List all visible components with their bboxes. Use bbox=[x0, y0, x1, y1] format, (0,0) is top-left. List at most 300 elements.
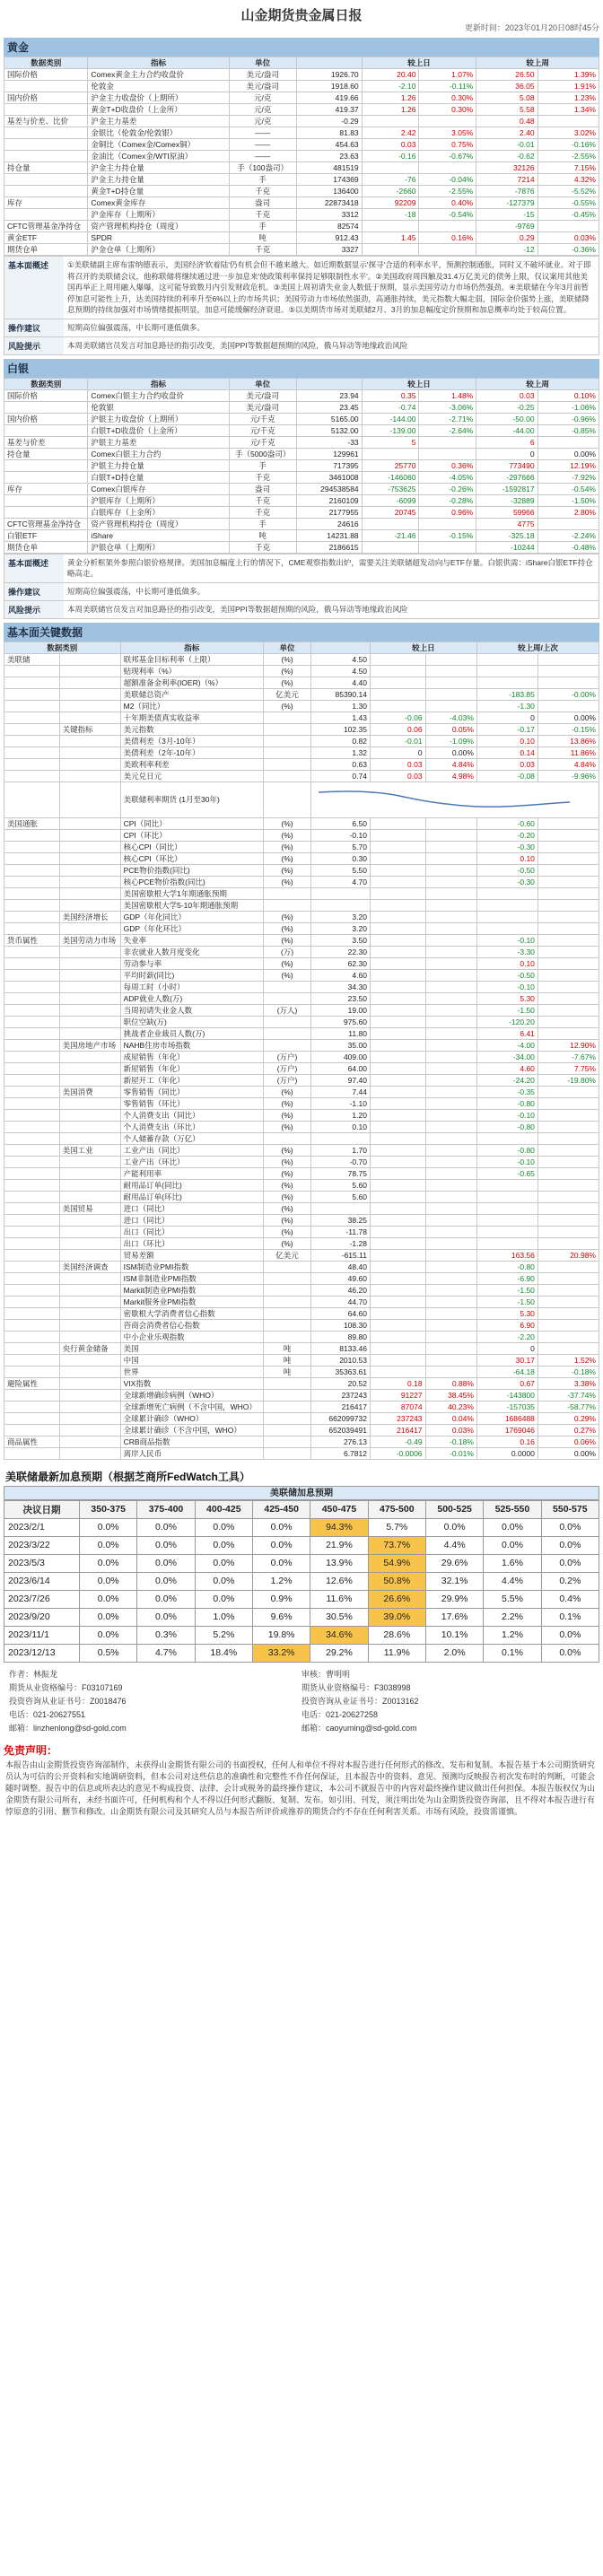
row-indicator: 十年期美债真实收益率 bbox=[120, 712, 263, 723]
row-week-change: 5.30 bbox=[476, 992, 537, 1004]
col-vs-prev-week: 较上周 bbox=[476, 378, 599, 389]
table-row bbox=[4, 1307, 599, 1319]
row-day-change-pct bbox=[425, 1097, 476, 1109]
probability-cell: 4.7% bbox=[137, 1644, 195, 1662]
row-unit: (%) bbox=[263, 1202, 310, 1214]
row-week-change: -0.30 bbox=[476, 876, 537, 887]
row-week-change: -1.30 bbox=[476, 700, 537, 712]
row-week-change: 4775 bbox=[476, 518, 537, 529]
row-week-change-pct bbox=[537, 1027, 599, 1039]
row-category: 持仓量 bbox=[4, 162, 88, 174]
col-vs-prev-week: 较上周 bbox=[476, 57, 599, 69]
row-week-change: -157035 bbox=[476, 1401, 537, 1412]
probability-cell: 50.8% bbox=[368, 1572, 425, 1590]
row-week-change-pct: -0.15% bbox=[537, 723, 599, 735]
row-week-change-pct bbox=[537, 841, 599, 852]
row-week-change: -0.60 bbox=[476, 817, 537, 829]
row-subcategory bbox=[59, 1237, 120, 1249]
row-week-change: 0.67 bbox=[476, 1377, 537, 1389]
row-category bbox=[4, 1307, 60, 1319]
col-rate-range: 450-475 bbox=[310, 1500, 368, 1518]
row-value: 912.43 bbox=[296, 232, 362, 244]
row-unit: (%) bbox=[263, 1121, 310, 1132]
row-week-change bbox=[476, 1237, 537, 1249]
table-row bbox=[4, 911, 599, 922]
row-value: 89.80 bbox=[311, 1331, 371, 1342]
table-row bbox=[4, 1202, 599, 1214]
row-subcategory bbox=[59, 1389, 120, 1401]
row-value bbox=[311, 899, 371, 911]
row-week-change: -12 bbox=[476, 244, 537, 256]
row-week-change-pct bbox=[537, 1179, 599, 1191]
row-category: 期货仓单 bbox=[4, 244, 88, 256]
row-value: 174369 bbox=[296, 174, 362, 186]
row-category bbox=[4, 1424, 60, 1436]
row-category bbox=[4, 81, 88, 92]
row-indicator: 美债利差（2年-10年） bbox=[120, 747, 263, 758]
row-category bbox=[4, 494, 88, 506]
row-subcategory bbox=[59, 1132, 120, 1144]
table-row bbox=[4, 747, 599, 758]
row-unit: 盎司 bbox=[229, 483, 296, 494]
row-subcategory bbox=[59, 1401, 120, 1412]
table-row bbox=[4, 471, 599, 483]
probability-cell: 12.6% bbox=[310, 1572, 368, 1590]
silver-table bbox=[4, 378, 599, 554]
row-category: 商品属性 bbox=[4, 1436, 60, 1447]
row-day-change-pct bbox=[425, 899, 476, 911]
probability-cell: 11.9% bbox=[368, 1644, 425, 1662]
probability-cell: 4.4% bbox=[425, 1536, 483, 1554]
macro-table-header bbox=[4, 642, 599, 653]
author-line: 期货从业资格编号：F03107169 bbox=[9, 1682, 123, 1692]
row-value: 5.60 bbox=[311, 1179, 371, 1191]
row-week-change-pct bbox=[537, 665, 599, 677]
row-indicator: NAHB住房市场指数 bbox=[120, 1039, 263, 1051]
row-day-change: 0.18 bbox=[370, 1377, 425, 1389]
row-value: 82574 bbox=[296, 221, 362, 232]
row-week-change-pct: 13.86% bbox=[537, 735, 599, 747]
row-week-change-pct bbox=[537, 1226, 599, 1237]
row-category: 美国通胀 bbox=[4, 817, 60, 829]
row-week-change-pct bbox=[537, 864, 599, 876]
row-day-change-pct: 40.23% bbox=[425, 1401, 476, 1412]
row-category bbox=[4, 1004, 60, 1016]
row-value: 62.30 bbox=[311, 957, 371, 969]
row-week-change-pct bbox=[537, 1237, 599, 1249]
row-week-change: 1686488 bbox=[476, 1412, 537, 1424]
row-subcategory bbox=[59, 735, 120, 747]
summary-row bbox=[4, 319, 599, 336]
row-day-change-pct bbox=[425, 1167, 476, 1179]
row-indicator: 密歇根大学消费者信心指数 bbox=[120, 1307, 263, 1319]
row-week-change: -24.20 bbox=[476, 1074, 537, 1086]
row-unit: (%) bbox=[263, 665, 310, 677]
row-day-change bbox=[370, 1074, 425, 1086]
row-day-change-pct: -2.55% bbox=[419, 186, 476, 197]
table-row bbox=[4, 139, 599, 151]
row-subcategory bbox=[59, 829, 120, 841]
probability-cell: 9.6% bbox=[252, 1608, 310, 1626]
table-row bbox=[4, 1447, 599, 1459]
row-week-change-pct: -2.55% bbox=[537, 151, 599, 162]
row-unit: (%) bbox=[263, 817, 310, 829]
row-week-change-pct: -0.96% bbox=[537, 413, 599, 424]
row-category bbox=[4, 1249, 60, 1261]
row-indicator: 全球累计确诊（WHO） bbox=[120, 1412, 263, 1424]
row-week-change-pct bbox=[537, 1156, 599, 1167]
row-week-change bbox=[476, 922, 537, 934]
row-week-change-pct: -0.48% bbox=[537, 541, 599, 553]
table-row bbox=[4, 459, 599, 471]
row-subcategory bbox=[59, 1226, 120, 1237]
row-category bbox=[4, 1447, 60, 1459]
row-unit bbox=[263, 899, 310, 911]
row-day-change bbox=[370, 1214, 425, 1226]
table-row bbox=[4, 934, 599, 946]
row-day-change: 92209 bbox=[362, 197, 419, 209]
row-day-change-pct bbox=[425, 1086, 476, 1097]
row-week-change bbox=[476, 1132, 537, 1144]
table-row bbox=[4, 494, 599, 506]
row-indicator: ISM制造业PMI指数 bbox=[120, 1261, 263, 1272]
row-category bbox=[4, 1097, 60, 1109]
row-value: 1918.60 bbox=[296, 81, 362, 92]
row-indicator: 美债利差（3月-10年） bbox=[120, 735, 263, 747]
row-category bbox=[4, 864, 60, 876]
probability-cell: 0.0% bbox=[137, 1572, 195, 1590]
row-indicator: Markit服务业PMI指数 bbox=[120, 1296, 263, 1307]
row-week-change: -0.62 bbox=[476, 151, 537, 162]
row-indicator: 伦敦金 bbox=[88, 81, 229, 92]
table-row bbox=[4, 1342, 599, 1354]
row-category bbox=[4, 1261, 60, 1272]
row-category: 国内价格 bbox=[4, 92, 88, 104]
row-value: 5.60 bbox=[311, 1191, 371, 1202]
row-unit bbox=[263, 1027, 310, 1039]
row-day-change: 0.03 bbox=[362, 139, 419, 151]
row-day-change bbox=[370, 1121, 425, 1132]
row-category: 黄金ETF bbox=[4, 232, 88, 244]
table-row bbox=[4, 104, 599, 116]
row-value: 23.63 bbox=[296, 151, 362, 162]
row-day-change bbox=[362, 518, 419, 529]
row-unit: 手（100盎司） bbox=[229, 162, 296, 174]
row-value: 1.30 bbox=[311, 700, 371, 712]
summary-text: 短期高位偏强震荡，中长期可逢低做多。 bbox=[67, 322, 205, 332]
table-row bbox=[4, 232, 599, 244]
table-row bbox=[4, 1167, 599, 1179]
row-value: 35363.61 bbox=[311, 1366, 371, 1377]
row-indicator: 新屋销售（年化） bbox=[120, 1062, 263, 1074]
row-subcategory bbox=[59, 1016, 120, 1027]
row-unit: 吨 bbox=[263, 1354, 310, 1366]
row-unit: 千克 bbox=[229, 541, 296, 553]
row-week-change-pct bbox=[537, 1167, 599, 1179]
row-day-change: -6099 bbox=[362, 494, 419, 506]
table-row bbox=[4, 1284, 599, 1296]
fedwatch-subtitle: 美联储加息预期 bbox=[4, 1486, 599, 1500]
row-week-change-pct bbox=[537, 1097, 599, 1109]
disclaimer-title: 免责声明： bbox=[4, 1743, 58, 1757]
row-day-change bbox=[370, 992, 425, 1004]
row-unit: 元/克 bbox=[229, 104, 296, 116]
row-week-change-pct bbox=[537, 116, 599, 127]
row-day-change bbox=[370, 1307, 425, 1319]
fedwatch-row bbox=[4, 1626, 599, 1644]
row-day-change: 5 bbox=[362, 436, 419, 448]
row-value: 1.43 bbox=[311, 712, 371, 723]
row-week-change-pct bbox=[537, 221, 599, 232]
row-week-change-pct: -7.67% bbox=[537, 1051, 599, 1062]
row-day-change bbox=[370, 1296, 425, 1307]
row-week-change: 0.10 bbox=[476, 852, 537, 864]
row-week-change: 0 bbox=[476, 712, 537, 723]
row-day-change bbox=[370, 981, 425, 992]
table-row bbox=[4, 1389, 599, 1401]
row-indicator: 白银T+D持仓量 bbox=[88, 471, 229, 483]
row-week-change: -0.10 bbox=[476, 934, 537, 946]
row-week-change-pct bbox=[537, 1284, 599, 1296]
probability-cell: 13.9% bbox=[310, 1554, 368, 1572]
author-line: 邮箱：linzhenlong@sd-gold.com bbox=[9, 1723, 127, 1733]
table-row bbox=[4, 1424, 599, 1436]
row-indicator: 产能利用率 bbox=[120, 1167, 263, 1179]
row-day-change bbox=[370, 1109, 425, 1121]
table-row bbox=[4, 922, 599, 934]
row-week-change: -127379 bbox=[476, 197, 537, 209]
row-value: 49.60 bbox=[311, 1272, 371, 1284]
row-day-change-pct bbox=[425, 817, 476, 829]
row-week-change: 0.10 bbox=[476, 735, 537, 747]
probability-cell: 1.0% bbox=[195, 1608, 252, 1626]
row-unit bbox=[263, 770, 310, 782]
row-day-change bbox=[362, 448, 419, 459]
row-unit: 美元/盎司 bbox=[229, 389, 296, 401]
row-day-change: -0.74 bbox=[362, 401, 419, 413]
row-subcategory bbox=[59, 1074, 120, 1086]
row-day-change-pct: 0.04% bbox=[425, 1412, 476, 1424]
row-unit bbox=[263, 1389, 310, 1401]
row-week-change bbox=[476, 1191, 537, 1202]
table-row bbox=[4, 81, 599, 92]
row-day-change-pct bbox=[419, 221, 476, 232]
author-line: 审核：曹明明 bbox=[302, 1669, 351, 1679]
row-value: 38.25 bbox=[311, 1214, 371, 1226]
row-indicator: 美元兑日元 bbox=[120, 770, 263, 782]
row-category bbox=[4, 992, 60, 1004]
row-category bbox=[4, 876, 60, 887]
row-day-change bbox=[362, 244, 419, 256]
probability-cell: 0.0% bbox=[195, 1536, 252, 1554]
row-day-change-pct bbox=[419, 448, 476, 459]
row-value: -33 bbox=[296, 436, 362, 448]
gold-section-title: 黄金 bbox=[4, 38, 599, 57]
row-unit bbox=[263, 1412, 310, 1424]
probability-cell: 0.0% bbox=[484, 1536, 541, 1554]
row-week-change-pct: 2.80% bbox=[537, 506, 599, 518]
row-day-change bbox=[370, 1051, 425, 1062]
row-category bbox=[4, 1051, 60, 1062]
table-row bbox=[4, 1097, 599, 1109]
row-day-change: 1.26 bbox=[362, 92, 419, 104]
probability-cell: 0.1% bbox=[541, 1608, 599, 1626]
probability-cell: 0.0% bbox=[541, 1644, 599, 1662]
row-day-change bbox=[362, 162, 419, 174]
row-week-change: 0.14 bbox=[476, 747, 537, 758]
fedwatch-title: 美联储最新加息预期（根据芝商所FedWatch工具） bbox=[5, 1470, 250, 1483]
row-day-change bbox=[370, 1284, 425, 1296]
row-subcategory bbox=[59, 992, 120, 1004]
row-day-change bbox=[370, 922, 425, 934]
row-week-change: -0.30 bbox=[476, 841, 537, 852]
row-unit bbox=[263, 992, 310, 1004]
row-week-change-pct bbox=[537, 1132, 599, 1144]
row-week-change bbox=[476, 665, 537, 677]
row-week-change: -0.50 bbox=[476, 969, 537, 981]
row-category bbox=[4, 151, 88, 162]
row-value: 237243 bbox=[311, 1389, 371, 1401]
row-unit: (%) bbox=[263, 876, 310, 887]
row-value: 276.13 bbox=[311, 1436, 371, 1447]
row-week-change: -297666 bbox=[476, 471, 537, 483]
row-week-change-pct bbox=[537, 1086, 599, 1097]
row-day-change-pct: -0.15% bbox=[419, 529, 476, 541]
row-day-change-pct bbox=[425, 841, 476, 852]
row-indicator: CPI（同比） bbox=[120, 817, 263, 829]
row-unit: 手 bbox=[229, 518, 296, 529]
row-subcategory bbox=[59, 957, 120, 969]
row-week-change: 0 bbox=[476, 1342, 537, 1354]
row-category bbox=[4, 1132, 60, 1144]
row-category bbox=[4, 139, 88, 151]
row-day-change: 237243 bbox=[370, 1412, 425, 1424]
col-rate-range: 550-575 bbox=[541, 1500, 599, 1518]
row-day-change-pct: 4.84% bbox=[425, 758, 476, 770]
gold-table-body bbox=[4, 69, 599, 256]
row-value: 3.20 bbox=[311, 922, 371, 934]
row-value: 717395 bbox=[296, 459, 362, 471]
row-unit: 手（5000盎司） bbox=[229, 448, 296, 459]
row-unit: 吨 bbox=[229, 232, 296, 244]
row-day-change-pct bbox=[425, 1284, 476, 1296]
probability-cell: 29.9% bbox=[425, 1590, 483, 1608]
row-value: 129961 bbox=[296, 448, 362, 459]
table-row bbox=[4, 151, 599, 162]
col-meeting-date: 决议日期 bbox=[4, 1500, 80, 1518]
row-week-change: 30.17 bbox=[476, 1354, 537, 1366]
table-row bbox=[4, 758, 599, 770]
row-week-change-pct: 12.90% bbox=[537, 1039, 599, 1051]
row-day-change-pct bbox=[419, 244, 476, 256]
row-day-change-pct: -3.06% bbox=[419, 401, 476, 413]
table-row bbox=[4, 448, 599, 459]
meeting-date: 2023/6/14 bbox=[4, 1572, 80, 1590]
silver-table-body bbox=[4, 389, 599, 553]
row-indicator: 美国密歇根大学5-10年期通胀预期 bbox=[120, 899, 263, 911]
row-category: CFTC管理基金净持仓 bbox=[4, 518, 88, 529]
row-week-change bbox=[476, 1214, 537, 1226]
silver-summary bbox=[4, 554, 599, 619]
summary-row bbox=[4, 256, 599, 319]
row-indicator: 沪银主力持仓量 bbox=[88, 459, 229, 471]
row-indicator: 核心CPI（环比） bbox=[120, 852, 263, 864]
row-category bbox=[4, 459, 88, 471]
meeting-date: 2023/11/1 bbox=[4, 1626, 80, 1644]
row-indicator: 贴现利率（%） bbox=[120, 665, 263, 677]
table-row bbox=[4, 946, 599, 957]
meeting-date: 2023/2/1 bbox=[4, 1518, 80, 1536]
gold-summary bbox=[4, 256, 599, 355]
row-week-change-pct: 0.29% bbox=[537, 1412, 599, 1424]
row-week-change-pct: -0.00% bbox=[537, 688, 599, 700]
table-row bbox=[4, 1412, 599, 1424]
row-category bbox=[4, 104, 88, 116]
row-indicator: 咨商会消费者信心指数 bbox=[120, 1319, 263, 1331]
row-indicator: 核心PCE物价指数(同比) bbox=[120, 876, 263, 887]
table-row bbox=[4, 712, 599, 723]
probability-cell: 0.2% bbox=[541, 1572, 599, 1590]
row-value: 481519 bbox=[296, 162, 362, 174]
row-value: 0.10 bbox=[311, 1121, 371, 1132]
row-subcategory bbox=[59, 1156, 120, 1167]
row-day-change-pct bbox=[425, 1132, 476, 1144]
row-unit: (%) bbox=[263, 1191, 310, 1202]
table-row bbox=[4, 1226, 599, 1237]
row-day-change: -18 bbox=[362, 209, 419, 221]
row-subcategory bbox=[59, 1004, 120, 1016]
row-day-change-pct bbox=[425, 1156, 476, 1167]
row-unit bbox=[263, 758, 310, 770]
table-row bbox=[4, 1016, 599, 1027]
probability-cell: 73.7% bbox=[368, 1536, 425, 1554]
row-value: 46.20 bbox=[311, 1284, 371, 1296]
row-day-change-pct bbox=[419, 436, 476, 448]
row-value: 662099732 bbox=[311, 1412, 371, 1424]
row-value: 108.30 bbox=[311, 1319, 371, 1331]
row-week-change-pct bbox=[537, 1109, 599, 1121]
row-day-change bbox=[362, 221, 419, 232]
row-subcategory bbox=[59, 1307, 120, 1319]
row-value: 2010.53 bbox=[311, 1354, 371, 1366]
row-week-change-pct: 4.84% bbox=[537, 758, 599, 770]
row-week-change-pct: 0.00% bbox=[537, 448, 599, 459]
row-indicator: VIX指数 bbox=[120, 1377, 263, 1389]
probability-cell: 0.0% bbox=[252, 1518, 310, 1536]
row-subcategory bbox=[59, 1377, 120, 1389]
row-week-change bbox=[476, 1202, 537, 1214]
table-row bbox=[4, 1319, 599, 1331]
table-row bbox=[4, 1144, 599, 1156]
summary-label: 基本面概述 bbox=[4, 257, 64, 319]
row-indicator: 中小企业乐观指数 bbox=[120, 1331, 263, 1342]
table-row bbox=[4, 186, 599, 197]
table-row bbox=[4, 700, 599, 712]
row-category bbox=[4, 1296, 60, 1307]
col-category: 数据类别 bbox=[4, 378, 88, 389]
fedwatch-row bbox=[4, 1608, 599, 1626]
row-unit bbox=[263, 1377, 310, 1389]
row-unit bbox=[263, 747, 310, 758]
row-day-change bbox=[370, 1191, 425, 1202]
row-week-change: -0.17 bbox=[476, 723, 537, 735]
row-category bbox=[4, 1191, 60, 1202]
row-day-change bbox=[370, 817, 425, 829]
table-row bbox=[4, 1027, 599, 1039]
row-subcategory bbox=[59, 758, 120, 770]
row-week-change: -32889 bbox=[476, 494, 537, 506]
silver-table-header bbox=[4, 378, 599, 389]
